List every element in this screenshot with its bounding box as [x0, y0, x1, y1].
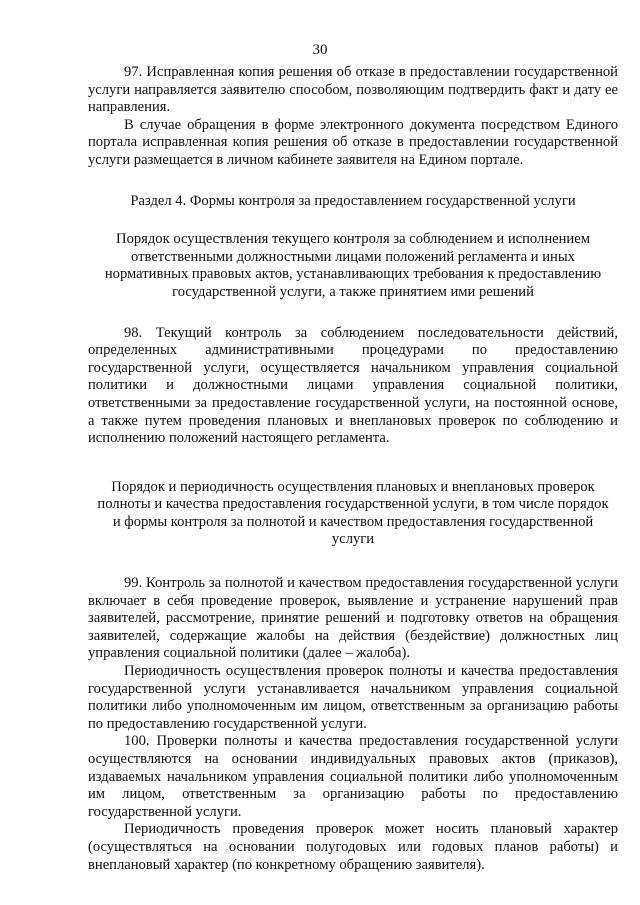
paragraph-99-periodicity: Периодичность осуществления проверок полноты и качества предоставления государственной услуги устанавливается начальником управления социальной политики либо уполномоченным им лицом, ответственным за организацию работы по предоставлению государственной услуги.: [88, 663, 618, 732]
section-title: Раздел 4. Формы контроля за предоставлением государственной услуги: [130, 192, 576, 209]
paragraph-100-periodicity: Периодичность проведения проверок может носить плановый характер (осуществляться на основании полугодовых или годовых планов работы) и внеплановый характер (по конкретному обращению заявителя).: [88, 821, 618, 873]
subheading-current-control: Порядок осуществления текущего контроля за соблюдением и исполнением ответственными должностными лицами положений регламента и иных нормативных правовых актов, устанавливающих требования к предоставлению государственной услуги, а также принятием ими решений: [104, 231, 602, 300]
paragraph-100: 100. Проверки полноты и качества предоставления государственной услуги осуществляются на основании индивидуальных правовых актов (приказов), издаваемых начальником управления социальной политики либо уполномоченным им лицом, ответственным за организацию работы по предоставлению государственной услуги.: [88, 733, 618, 820]
subheading-inspections: Порядок и периодичность осуществления плановых и внеплановых проверок полноты и качества предоставления государственной услуги, в том числе порядок и формы контроля за полнотой и качеством предоставления государственной услуги: [97, 478, 609, 548]
paragraph-97-electronic: В случае обращения в форме электронного документа посредством Единого портала исправленная копия решения об отказе в предоставлении государственной услуги размещается в личном кабинете заявителя на Едином портале.: [88, 116, 618, 168]
document-body: [88, 64, 618, 874]
paragraph-99: 99. Контроль за полнотой и качеством предоставления государственной услуги включает в себя проведение проверок, выявление и устранение нарушений прав заявителей, рассмотрение, принятие решений и подготовку ответов на обращения заявителей, содержащие жалобы на действия (бездействие) должностных лиц управления социальной политики (далее – жалоба).: [88, 575, 618, 662]
paragraph-97: 97. Исправленная копия решения об отказе в предоставлении государственной услуги направляется заявителю способом, позволяющим подтвердить факт и дату ее направления.: [88, 64, 618, 116]
paragraph-98: 98. Текущий контроль за соблюдением последовательности действий, определенных административными процедурами по предоставлению государственной услуги, осуществляется начальником управления социальной политики и должностными лицами управления социальной политики, ответственными за предоставление государственной услуги, на постоянной основе, а также путем проведения плановых и внеплановых проверок по соблюдению и исполнению положений настоящего регламента.: [88, 324, 618, 447]
page-number: 30: [312, 42, 328, 58]
